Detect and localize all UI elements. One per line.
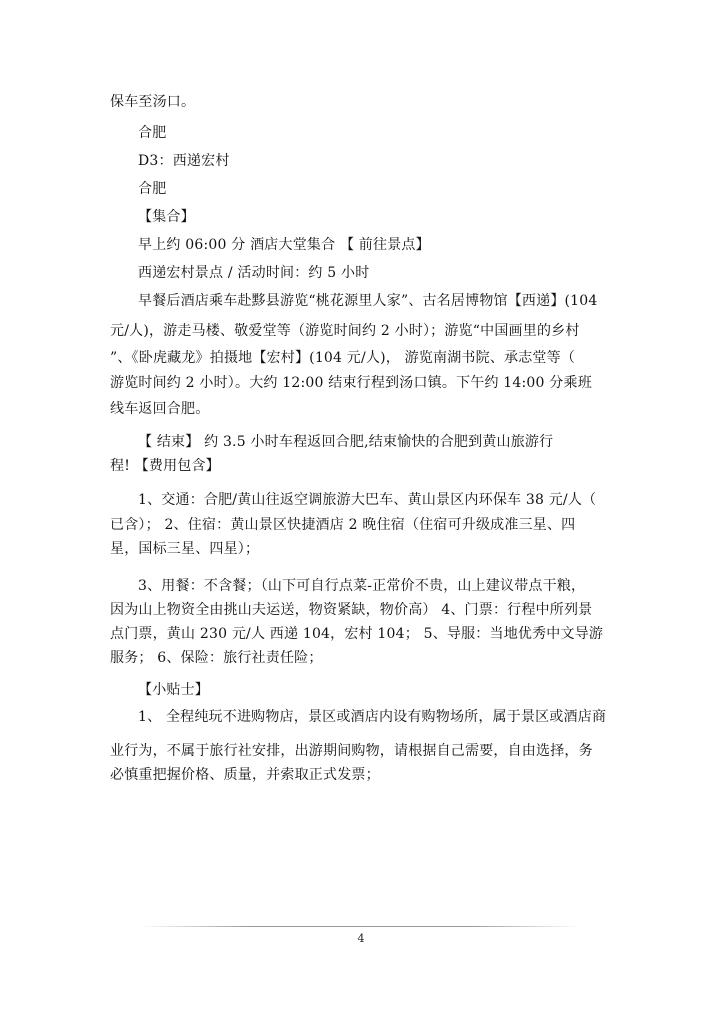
text-line: 因为山上物资全由挑山夫运送，物资紧缺，物价高） 4、门票：行程中所列景 xyxy=(110,602,593,618)
text-line: 已含）； 2、住宿：黄山景区快捷酒店 2 晚住宿（住宿可升级成准三星、四 xyxy=(110,517,576,533)
text-line: D3：西递宏村 xyxy=(138,153,230,169)
text-line: 早上约 06:00 分 酒店大堂集合 【 前往景点】 xyxy=(138,237,430,253)
text-line: 早餐后酒店乘车赴黟县游览“桃花源里人家”、古名居博物馆【西递】(104 xyxy=(138,293,598,309)
text-line: 保车至汤口。 xyxy=(110,94,196,110)
text-line: 元/人)，游走马楼、敬爱堂等（游览时间约 2 小时）；游览“中国画里的乡村 xyxy=(110,323,580,339)
text-line: 线车返回合肥。 xyxy=(110,401,210,417)
text-line: 【集合】 xyxy=(138,209,195,225)
text-line: 游览时间约 2 小时）。大约 12:00 结束行程到汤口镇。下午约 14:00 分乘班 xyxy=(110,375,592,391)
text-line: 星，国标三星、四星）； xyxy=(110,541,260,557)
footer-divider xyxy=(140,926,580,927)
text-line: ”、《卧虎藏龙》拍摄地【宏村】(104 元/人)， 游览南湖书院、承志堂等（ xyxy=(110,350,576,366)
text-line: 点门票，黄山 230 元/人 西递 104，宏村 104； 5、导服：当地优秀中文导游 xyxy=(110,626,604,642)
text-line: 【小贴士】 xyxy=(138,682,209,698)
text-line: 合肥 xyxy=(138,181,167,197)
text-line: 【 结束】 约 3.5 小时车程返回合肥,结束愉快的合肥到黄山旅游行 xyxy=(138,434,554,450)
text-line: 程! 【费用包含】 xyxy=(110,458,220,474)
text-line: 3、用餐：不含餐；（山下可自行点菜-正常价不贵，山上建议带点干粮， xyxy=(138,578,586,594)
text-line: 1、交通：合肥/黄山往返空调旅游大巴车、黄山景区内环保车 38 元/人（ xyxy=(138,492,597,508)
text-line: 1、 全程纯玩不进购物店，景区或酒店内设有购物场所，属于景区或酒店商 xyxy=(138,709,607,725)
text-line: 合肥 xyxy=(138,125,167,141)
page-number: 4 xyxy=(357,932,365,945)
text-line: 西递宏村景点 / 活动时间：约 5 小时 xyxy=(138,265,370,281)
text-line: 服务； 6、保险：旅行社责任险； xyxy=(110,650,323,666)
text-line: 业行为，不属于旅行社安排，出游期间购物，请根据自己需要，自由选择，务 xyxy=(110,743,593,759)
text-line: 必慎重把握价格、质量，并索取正式发票； xyxy=(110,767,380,783)
